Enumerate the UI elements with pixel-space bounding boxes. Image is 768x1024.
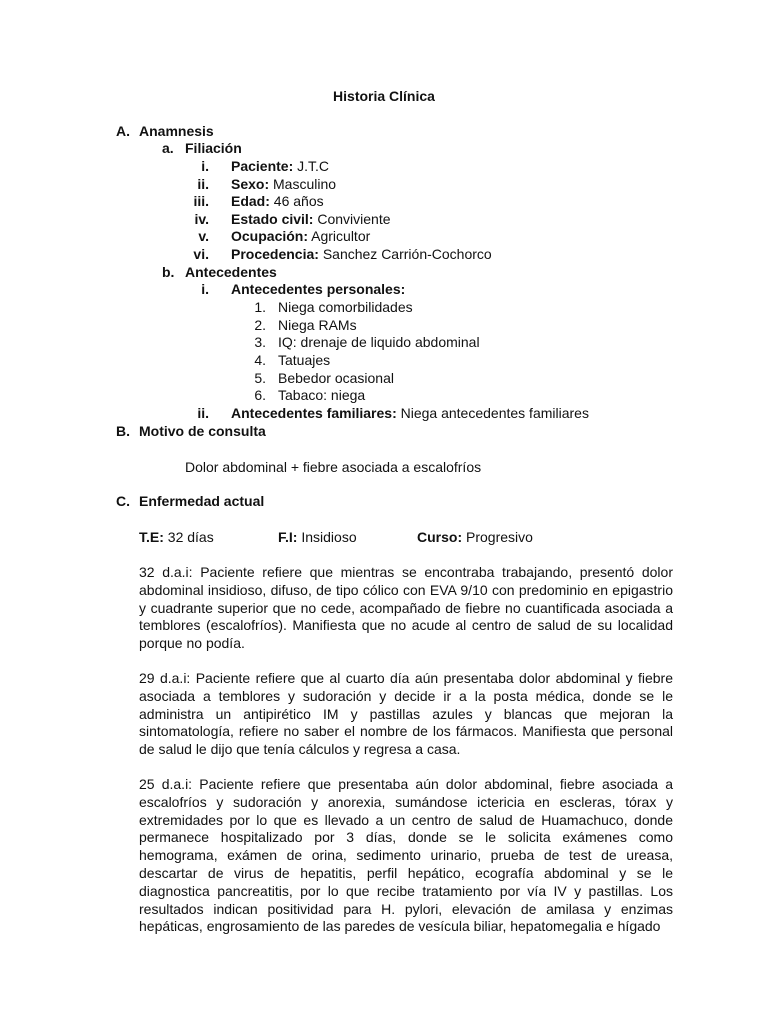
filiacion-item-edad <box>0 192 700 210</box>
list-number: 3. <box>254 334 266 350</box>
tiempo-enfermedad <box>139 528 214 546</box>
list-text: Tatuajes <box>278 352 331 368</box>
roman-marker: ii. <box>197 405 209 421</box>
roman-marker: i. <box>201 158 209 174</box>
list-text: Niega comorbilidades <box>278 299 413 315</box>
subsection-filiacion-heading: Filiación <box>185 140 242 156</box>
filiacion-item-sexo <box>0 175 700 193</box>
list-text: IQ: drenaje de liquido abdominal <box>278 334 480 350</box>
field-label: Edad: <box>231 193 270 209</box>
section-c-marker: C. <box>116 493 130 509</box>
list-number: 2. <box>254 317 266 333</box>
section-a-heading: Anamnesis <box>139 123 214 139</box>
roman-marker: iv. <box>194 211 209 227</box>
section-b-heading: Motivo de consulta <box>139 423 266 439</box>
section-c-heading: Enfermedad actual <box>139 493 265 509</box>
paragraph-32-dai: 32 d.a.i: Paciente refiere que mientras se encontraba trabajando, presentó dolor abdominal insidioso, difuso, de tipo cólico con EVA 9/10 con predominio en epigastrio y cuadrante superior que no cede, acompañado de fiebre no cuantificada asociada a temblores (escalofríos). Manifiesta que no acude al centro de salud de su localidad porque no podía. <box>139 564 673 652</box>
curso-label: Curso: <box>417 529 463 545</box>
field-value: 46 años <box>273 193 324 209</box>
fi-label: F.I: <box>278 529 298 545</box>
filiacion-item-paciente <box>0 157 700 175</box>
curso <box>417 528 533 546</box>
list-item <box>0 386 700 404</box>
section-a-marker: A. <box>116 123 130 139</box>
fi-value: Insidioso <box>301 529 357 545</box>
document-title: Historia Clínica <box>333 88 435 104</box>
field-label: Estado civil: <box>231 211 314 227</box>
field-label: Paciente: <box>231 158 294 174</box>
filiacion-item-estado-civil <box>0 210 700 228</box>
list-item <box>0 333 700 351</box>
forma-inicio <box>278 528 357 546</box>
list-item <box>0 351 700 369</box>
antecedentes-personales <box>0 280 700 298</box>
field-value: Niega antecedentes familiares <box>400 405 589 421</box>
roman-marker: ii. <box>197 176 209 192</box>
section-b-marker: B. <box>116 423 130 439</box>
field-value: Agricultor <box>311 228 371 244</box>
subsection-antecedentes-heading: Antecedentes <box>185 264 277 280</box>
filiacion-item-procedencia <box>0 245 700 263</box>
subsection-antecedentes-marker: b. <box>162 264 175 280</box>
field-value: Masculino <box>273 176 337 192</box>
field-label: Antecedentes familiares: <box>231 405 397 421</box>
list-number: 4. <box>254 352 266 368</box>
te-label: T.E: <box>139 529 164 545</box>
te-value: 32 días <box>167 529 214 545</box>
roman-marker: v. <box>198 228 209 244</box>
list-number: 6. <box>254 387 266 403</box>
curso-value: Progresivo <box>466 529 533 545</box>
list-text: Tabaco: niega <box>278 387 366 403</box>
list-item <box>0 316 700 334</box>
field-label: Ocupación: <box>231 228 309 244</box>
filiacion-item-ocupacion <box>0 227 700 245</box>
roman-marker: i. <box>201 281 209 297</box>
paragraph-25-dai: 25 d.a.i: Paciente refiere que presentaba aún dolor abdominal, fiebre asociada a escalofríos y sudoración y anorexia, sumándose ictericia en escleras, tórax y extremidades por lo que es llevado a un centro de salud de Huamachuco, donde permanece hospitalizado por 3 días, donde se le solicita exámenes como hemograma, exámen de orina, sedimento urinario, prueba de test de ureasa, descartar de virus de hepatitis, perfil hepático, ecografía abdominal y se le diagnostica pancreatitis, por lo que recibe tratamiento por vía IV y pastillas. Los resultados indican positividad para H. pylori, elevación de amilasa y enzimas hepáticas, engrosamiento de las paredes de vesícula biliar, hepatomegalia e hígado <box>139 776 673 935</box>
list-item <box>0 298 700 316</box>
list-number: 5. <box>254 370 266 386</box>
paragraph-29-dai: 29 d.a.i: Paciente refiere que al cuarto día aún presentaba dolor abdominal y fiebre asociada a temblores y sudoración y decide ir a la posta médica, donde se le administra un antipirético IM y pastillas azules y blancas que mejoran la sintomatología, refiere no saber el nombre de los fármacos. Manifiesta que personal de salud le dijo que tenía cálculos y regresa a casa. <box>139 670 673 758</box>
antecedentes-familiares <box>0 404 700 422</box>
field-label: Sexo: <box>231 176 270 192</box>
field-label: Antecedentes personales: <box>231 281 406 297</box>
field-value: Sanchez Carrión-Cochorco <box>322 246 492 262</box>
subsection-filiacion-marker: a. <box>162 140 174 156</box>
list-text: Bebedor ocasional <box>278 370 394 386</box>
field-value: Conviviente <box>317 211 391 227</box>
roman-marker: iii. <box>193 193 209 209</box>
roman-marker: vi. <box>193 246 209 262</box>
field-value: J.T.C <box>297 158 330 174</box>
list-text: Niega RAMs <box>278 317 357 333</box>
list-number: 1. <box>254 299 266 315</box>
field-label: Procedencia: <box>231 246 319 262</box>
list-item <box>0 369 700 387</box>
motivo-consulta-text: Dolor abdominal + fiebre asociada a escalofríos <box>185 459 482 475</box>
